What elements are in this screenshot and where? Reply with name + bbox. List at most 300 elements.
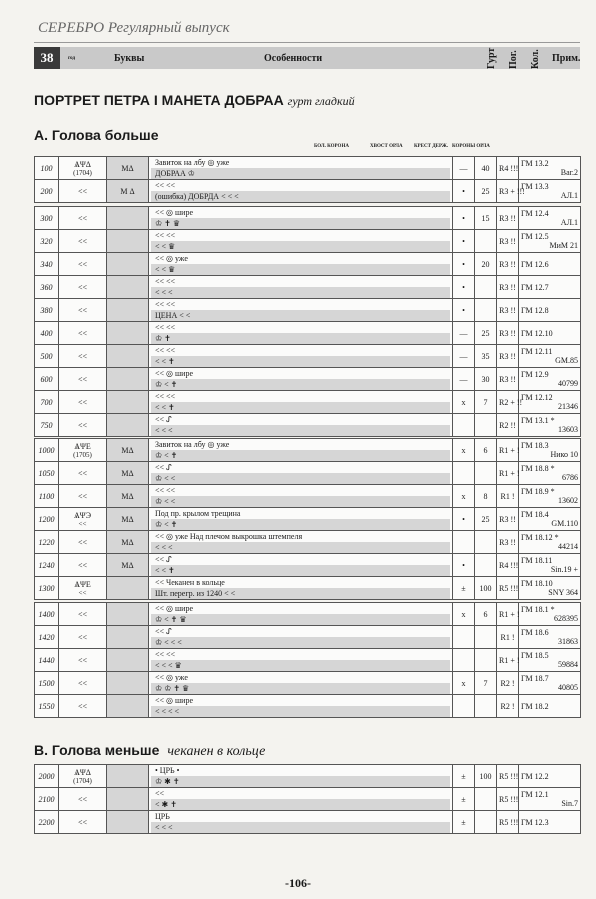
rarity-cell: R2 ! (497, 672, 519, 695)
features-cell (149, 230, 453, 253)
letters-cell (59, 207, 107, 230)
gurt-cell (453, 626, 475, 649)
year-label: 38 (34, 47, 60, 69)
features-cell (149, 603, 453, 626)
pog-cell: 100 (475, 765, 497, 788)
letters-year: (1705) (73, 450, 92, 459)
edition-number: 1220 (35, 531, 59, 554)
note-cell (519, 253, 581, 276)
note-ref: ГМ 18.3 (521, 441, 549, 450)
rarity-cell: R1 ! (497, 626, 519, 649)
rarity-cell: R5 !!! (497, 577, 519, 600)
letters-text: << (77, 632, 88, 642)
letters-cell (59, 180, 107, 203)
osobennosti-label: Особенности (264, 52, 323, 64)
detail-head-eagle-crowns: КОРОНЫ ОРЛА (452, 144, 490, 149)
letters-cell (59, 276, 107, 299)
letters-cell (59, 157, 107, 180)
features-cell (149, 180, 453, 203)
features-cell (149, 788, 453, 811)
table-row (35, 485, 581, 508)
title-sub: гурт гладкий (287, 94, 355, 108)
letters-year: << (78, 588, 87, 597)
pog-cell (475, 695, 497, 718)
table-row (35, 157, 581, 180)
gurt-cell: • (453, 508, 475, 531)
rarity-cell: R1 + ! (497, 439, 519, 462)
note-sub: 21346 (558, 402, 578, 411)
letters-text: << (77, 213, 88, 223)
note-cell (519, 649, 581, 672)
pog-label: Пог. (508, 50, 519, 69)
note-ref: ГМ 12.10 (521, 328, 553, 338)
god-label: год (68, 55, 76, 61)
note-sub: Нико 10 (550, 450, 578, 459)
features-top: << << (155, 650, 176, 659)
mark-cell (107, 414, 149, 437)
gurt-cell: ± (453, 811, 475, 834)
features-cell (149, 391, 453, 414)
page-title (34, 92, 355, 109)
features-bottom: ♔ < ✝ (151, 379, 450, 390)
rarity-cell: R3 !! (497, 531, 519, 554)
mark-cell (107, 230, 149, 253)
note-sub: 13603 (558, 425, 578, 434)
note-ref: ГМ 18.12 * (521, 533, 559, 542)
mark-cell (107, 649, 149, 672)
pog-cell (475, 462, 497, 485)
table-row (35, 626, 581, 649)
features-top: << ᔑ (155, 415, 172, 424)
letters-cell (59, 577, 107, 600)
note-cell (519, 439, 581, 462)
letters-cell (59, 368, 107, 391)
features-cell (149, 253, 453, 276)
note-ref: ГМ 18.10 (521, 579, 553, 588)
rarity-cell: R1 ! (497, 485, 519, 508)
rarity-cell: R3 !! (497, 207, 519, 230)
gurt-cell: x (453, 603, 475, 626)
rarity-cell: R1 + ! (497, 462, 519, 485)
mark-cell (107, 368, 149, 391)
note-ref: ГМ 13.3 (521, 182, 549, 191)
edition-number: 2000 (35, 765, 59, 788)
edition-number: 1000 (35, 439, 59, 462)
features-bottom: ♔ < < (151, 473, 450, 484)
features-cell (149, 368, 453, 391)
note-cell (519, 485, 581, 508)
section-b-sub: чеканен в кольце (167, 744, 266, 759)
features-bottom: < < < (151, 287, 450, 298)
table-row (35, 462, 581, 485)
pog-cell (475, 414, 497, 437)
note-sub: 628395 (554, 614, 578, 623)
note-ref: ГМ 13.1 * (521, 416, 555, 425)
rarity-cell: R5 !!! (497, 811, 519, 834)
edition-number: 700 (35, 391, 59, 414)
note-sub: АЛ.1 (560, 191, 578, 200)
note-sub: Sin.7 (561, 799, 578, 808)
letters-cell (59, 322, 107, 345)
pog-cell: 25 (475, 180, 497, 203)
features-bottom: ♔ ✝ ♛ (151, 218, 450, 229)
note-cell (519, 414, 581, 437)
features-bottom: < < < ♛ (151, 660, 450, 671)
features-bottom: < < < < (151, 706, 450, 717)
edition-number: 1100 (35, 485, 59, 508)
note-sub: 59884 (558, 660, 578, 669)
letters-text: << (77, 655, 88, 665)
gurt-cell: x (453, 439, 475, 462)
rarity-cell: R3 !! (497, 345, 519, 368)
features-cell (149, 462, 453, 485)
table-row (35, 180, 581, 203)
pog-cell: 7 (475, 672, 497, 695)
gurt-cell (453, 649, 475, 672)
note-sub: 40805 (558, 683, 578, 692)
pog-cell: 25 (475, 508, 497, 531)
note-ref: ГМ 12.9 (521, 370, 549, 379)
note-ref: ГМ 13.2 (521, 159, 549, 168)
features-top: Завиток на лбу ◎ уже (155, 158, 230, 167)
mark-cell (107, 322, 149, 345)
features-top: << << (155, 277, 176, 286)
mark-cell (107, 345, 149, 368)
letters-cell (59, 531, 107, 554)
letters-cell (59, 649, 107, 672)
mark-cell (107, 391, 149, 414)
pog-cell (475, 788, 497, 811)
rarity-cell: R5 !!! (497, 788, 519, 811)
table-group-1 (34, 156, 581, 203)
prim-label: Прим. (552, 52, 581, 64)
note-ref: ГМ 12.3 (521, 817, 549, 827)
features-cell (149, 508, 453, 531)
features-bottom: (ошибка) ДОБРДА < < < (151, 191, 450, 202)
pog-cell (475, 649, 497, 672)
table-row (35, 603, 581, 626)
features-bottom: ДОБРАА ♔ (151, 168, 450, 179)
features-cell (149, 485, 453, 508)
letters-cell (59, 695, 107, 718)
note-sub: 6786 (562, 473, 578, 482)
features-bottom: ♔ < ✝ (151, 519, 450, 530)
mark-cell (107, 626, 149, 649)
table-row (35, 368, 581, 391)
letters-text: << (77, 794, 88, 804)
note-cell (519, 811, 581, 834)
note-cell (519, 626, 581, 649)
gurt-cell: ± (453, 788, 475, 811)
rarity-cell: R2 + !! (497, 391, 519, 414)
table-row (35, 788, 581, 811)
note-ref: ГМ 18.5 (521, 651, 549, 660)
edition-number: 1440 (35, 649, 59, 672)
pog-cell: 15 (475, 207, 497, 230)
kol-label: Кол. (530, 49, 541, 69)
letters-cell (59, 603, 107, 626)
features-cell (149, 811, 453, 834)
features-bottom: < < < (151, 542, 450, 553)
note-ref: ГМ 18.1 * (521, 605, 555, 614)
table-row (35, 414, 581, 437)
gurt-cell: • (453, 180, 475, 203)
rarity-cell: R2 !! (497, 414, 519, 437)
rarity-cell: R3 + !!! (497, 180, 519, 203)
pog-cell: 8 (475, 485, 497, 508)
pog-cell (475, 554, 497, 577)
mark-cell (107, 811, 149, 834)
edition-number: 360 (35, 276, 59, 299)
letters-year: (1704) (73, 776, 92, 785)
table-group-2 (34, 206, 581, 437)
features-top: << ◎ уже (155, 254, 188, 263)
column-header (34, 47, 580, 69)
edition-number: 1420 (35, 626, 59, 649)
note-cell (519, 603, 581, 626)
letters-text: << (77, 351, 88, 361)
letters-text: << (77, 817, 88, 827)
features-bottom: ♔ < < (151, 496, 450, 507)
table-row (35, 207, 581, 230)
features-top: << ᔑ (155, 627, 172, 636)
features-top: << ◎ уже (155, 673, 188, 682)
table-row (35, 765, 581, 788)
features-top: << ◎ шире (155, 369, 193, 378)
features-cell (149, 299, 453, 322)
letters-text: << (77, 491, 88, 501)
note-cell (519, 180, 581, 203)
rarity-cell: R2 ! (497, 695, 519, 718)
letters-cell (59, 462, 107, 485)
note-ref: ГМ 12.1 (521, 790, 549, 799)
mark-cell: МΔ (107, 439, 149, 462)
table-row (35, 811, 581, 834)
pog-cell: 25 (475, 322, 497, 345)
features-bottom: < < ✝ (151, 356, 450, 367)
gurt-cell: ± (453, 765, 475, 788)
features-top: << << (155, 392, 176, 401)
letters-text: << (77, 420, 88, 430)
note-sub: 40799 (558, 379, 578, 388)
note-cell (519, 322, 581, 345)
edition-number: 500 (35, 345, 59, 368)
features-top: << ◎ шире (155, 604, 193, 613)
edition-number: 1400 (35, 603, 59, 626)
detail-head-crown: БОЛ. КОРОНА (314, 144, 349, 149)
features-cell (149, 554, 453, 577)
features-cell (149, 157, 453, 180)
table-row (35, 230, 581, 253)
rarity-cell: R3 !! (497, 276, 519, 299)
edition-number: 100 (35, 157, 59, 180)
pog-cell (475, 531, 497, 554)
note-ref: ГМ 18.2 (521, 701, 549, 711)
features-bottom: < < ♛ (151, 264, 450, 275)
gurt-cell: — (453, 345, 475, 368)
gurt-cell (453, 695, 475, 718)
mark-cell (107, 207, 149, 230)
mark-cell: МΔ (107, 508, 149, 531)
rarity-cell: R3 !! (497, 322, 519, 345)
features-cell (149, 414, 453, 437)
features-bottom: ♔ ♔ ✝ ♛ (151, 683, 450, 694)
note-sub: 44214 (558, 542, 578, 551)
note-cell (519, 531, 581, 554)
section-b-main: В. Голова меньше (34, 742, 160, 758)
rarity-cell: R3 !! (497, 508, 519, 531)
features-cell (149, 765, 453, 788)
edition-number: 380 (35, 299, 59, 322)
gurt-cell: ± (453, 577, 475, 600)
table-row (35, 531, 581, 554)
edition-number: 1240 (35, 554, 59, 577)
edition-number: 1200 (35, 508, 59, 531)
note-sub: GM.110 (551, 519, 578, 528)
pog-cell (475, 299, 497, 322)
letters-cell (59, 626, 107, 649)
gurt-cell: — (453, 157, 475, 180)
bukvy-label: Буквы (114, 52, 145, 64)
features-top: << Чеканен в кольце (155, 578, 225, 587)
letters-text: << (77, 397, 88, 407)
edition-number: 750 (35, 414, 59, 437)
note-cell (519, 276, 581, 299)
features-cell (149, 626, 453, 649)
running-head: СЕРЕБРО Регулярный выпуск (38, 20, 230, 36)
pog-cell: 40 (475, 157, 497, 180)
rarity-cell: R1 + ! (497, 649, 519, 672)
pog-cell (475, 230, 497, 253)
letters-text: << (77, 305, 88, 315)
gurt-cell: — (453, 368, 475, 391)
features-top: << << (155, 231, 176, 240)
note-cell (519, 345, 581, 368)
edition-number: 1050 (35, 462, 59, 485)
features-bottom: < < < (151, 822, 450, 833)
letters-text: << (77, 537, 88, 547)
features-bottom: < < ✝ (151, 565, 450, 576)
features-cell (149, 577, 453, 600)
letters-year: (1704) (73, 168, 92, 177)
gurt-cell: • (453, 230, 475, 253)
table-row (35, 299, 581, 322)
features-cell (149, 531, 453, 554)
pog-cell (475, 626, 497, 649)
letters-cell (59, 788, 107, 811)
letters-year: << (78, 519, 87, 528)
table-row (35, 322, 581, 345)
header-rule (34, 42, 580, 43)
features-bottom: < < < (151, 425, 450, 436)
rarity-cell: R1 + ! (497, 603, 519, 626)
pog-cell: 6 (475, 603, 497, 626)
note-ref: ГМ 12.12 (521, 393, 553, 402)
mark-cell (107, 276, 149, 299)
letters-text: << (77, 259, 88, 269)
note-ref: ГМ 18.11 (521, 556, 553, 565)
mark-cell: МΔ (107, 531, 149, 554)
mark-cell (107, 695, 149, 718)
features-top: << << (155, 323, 176, 332)
edition-number: 600 (35, 368, 59, 391)
note-sub: МиМ 21 (549, 241, 578, 250)
note-cell (519, 508, 581, 531)
features-top: ЦРЬ (155, 812, 170, 821)
features-cell (149, 322, 453, 345)
note-cell (519, 230, 581, 253)
note-cell (519, 672, 581, 695)
pog-cell: 7 (475, 391, 497, 414)
letters-text: << (77, 468, 88, 478)
note-sub: 31863 (558, 637, 578, 646)
features-bottom: ♔ ✝ (151, 333, 450, 344)
features-top: Завиток на лбу ◎ уже (155, 440, 230, 449)
page-number: -106- (285, 876, 311, 890)
note-sub: SNY 364 (548, 588, 578, 597)
features-top: << ᔑ (155, 463, 172, 472)
features-top: << ◎ уже Над плечом выкрошка штемпеля (155, 532, 303, 541)
gurt-cell: • (453, 207, 475, 230)
pog-cell (475, 811, 497, 834)
features-cell (149, 207, 453, 230)
mark-cell (107, 253, 149, 276)
features-cell (149, 345, 453, 368)
letters-cell (59, 345, 107, 368)
note-cell (519, 207, 581, 230)
note-sub: Ваг.2 (560, 168, 578, 177)
features-bottom: Шт. перегр. из 1240 < < (151, 588, 450, 599)
features-top: << ◎ шире (155, 208, 193, 217)
gurt-cell (453, 462, 475, 485)
mark-cell: МΔ (107, 462, 149, 485)
note-ref: ГМ 12.11 (521, 347, 553, 356)
edition-number: 1300 (35, 577, 59, 600)
letters-cell (59, 299, 107, 322)
note-ref: ГМ 12.4 (521, 209, 549, 218)
letters-text: << (77, 560, 88, 570)
note-cell (519, 695, 581, 718)
pog-cell: 6 (475, 439, 497, 462)
edition-number: 300 (35, 207, 59, 230)
features-top: << << (155, 181, 176, 190)
note-sub: 13602 (558, 496, 578, 505)
letters-text: ѦΨЕ (74, 441, 91, 451)
letters-text: << (77, 328, 88, 338)
pog-cell (475, 276, 497, 299)
rarity-cell: R3 !! (497, 230, 519, 253)
features-top: << << (155, 300, 176, 309)
mark-cell (107, 577, 149, 600)
table-row (35, 439, 581, 462)
edition-number: 1500 (35, 672, 59, 695)
note-cell (519, 391, 581, 414)
features-bottom: ♔ < < < (151, 637, 450, 648)
mark-cell: МΔ (107, 554, 149, 577)
features-bottom: ♔ < ✝ (151, 450, 450, 461)
features-bottom: ♔ < ✝ ♛ (151, 614, 450, 625)
detail-head-cross: КРЕСТ ДЕРЖ. (414, 144, 449, 149)
features-cell (149, 276, 453, 299)
gurt-cell: • (453, 253, 475, 276)
mark-cell (107, 603, 149, 626)
pog-cell: 30 (475, 368, 497, 391)
letters-cell (59, 765, 107, 788)
features-cell (149, 695, 453, 718)
note-ref: ГМ 18.4 (521, 510, 549, 519)
note-sub: Sin.19 + (550, 565, 578, 574)
letters-cell (59, 672, 107, 695)
